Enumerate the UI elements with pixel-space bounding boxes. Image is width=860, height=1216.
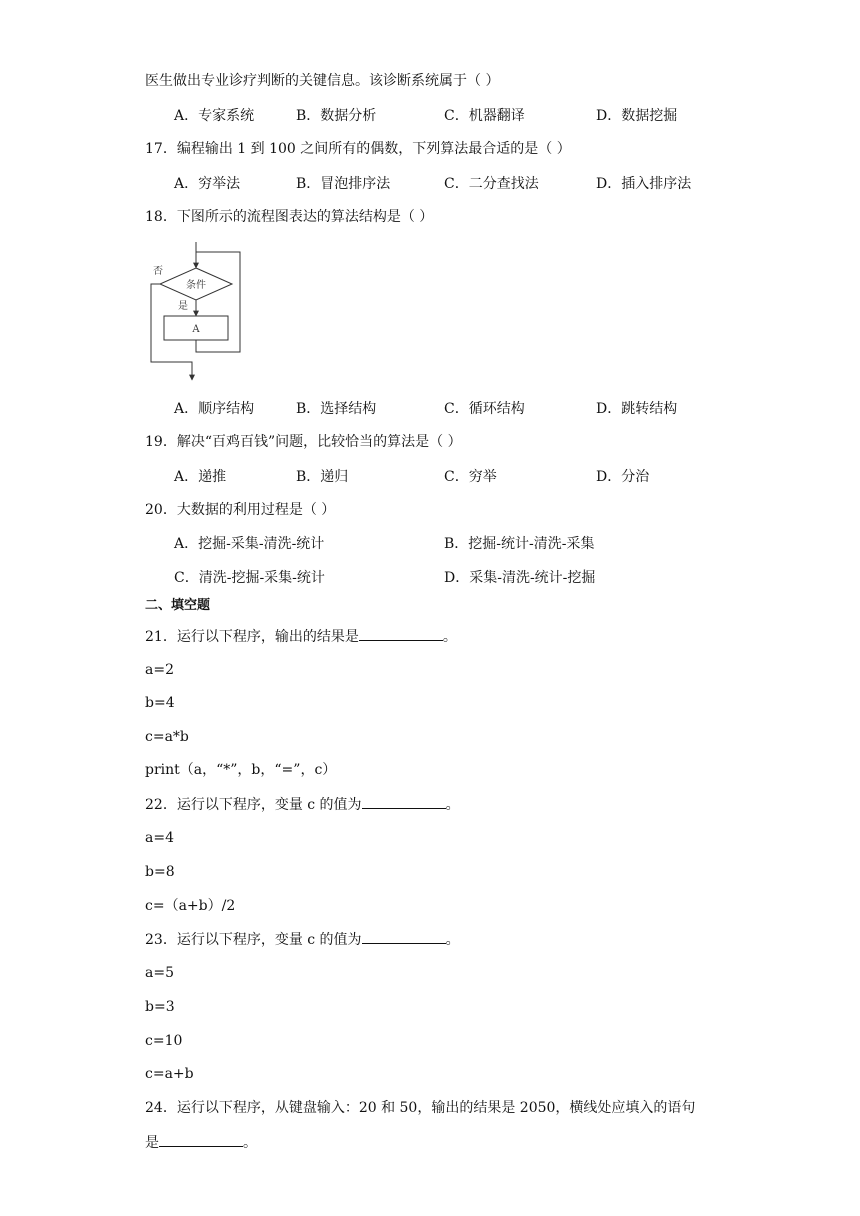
q22-stem [145,794,460,815]
q23-stem [145,929,460,950]
q24-stem-line-1: 24．运行以下程序，从键盘输入：20 和 50，输出的结果是 2050，横线处应填入的语句 [145,1100,696,1116]
q16-option-b[interactable]: B．数据分析 [296,108,377,124]
q23-stem-text: 23．运行以下程序，变量 c 的值为 [145,932,362,948]
q20-option-d[interactable]: D．采集-清洗-统计-挖掘 [444,570,596,586]
q20-stem: 20．大数据的利用过程是（ ） [145,502,336,518]
q23-answer-blank[interactable] [362,929,446,944]
q16-option-a[interactable]: A．专家系统 [174,108,255,124]
q19-option-a[interactable]: A．递推 [174,469,227,485]
process-box-label: A [192,324,200,335]
q24-stem-text: 是 [145,1135,159,1151]
q23-stem-end: 。 [445,932,460,948]
q21-code-line-2: b=4 [145,695,175,711]
q24-stem-end: 。 [243,1135,257,1151]
q22-stem-end: 。 [445,797,460,813]
q23-code-line-3: c=10 [145,1033,183,1049]
q17-option-a[interactable]: A．穷举法 [174,176,241,192]
q18-option-b[interactable]: B．选择结构 [296,401,377,417]
q16-option-c[interactable]: C．机器翻译 [444,108,525,124]
q17-option-b[interactable]: B．冒泡排序法 [296,176,391,192]
q17-option-c[interactable]: C．二分查找法 [444,176,539,192]
q21-code-line-1: a=2 [145,662,174,678]
q18-option-d[interactable]: D．跳转结构 [596,401,678,417]
q24-answer-blank[interactable] [159,1132,243,1147]
q22-code-line-2: b=8 [145,864,175,880]
q23-code-line-4: c=a+b [145,1066,194,1082]
q21-stem-end: 。 [442,629,457,645]
q19-option-c[interactable]: C．穷举 [444,469,497,485]
q22-answer-blank[interactable] [362,794,446,809]
q18-option-c[interactable]: C．循环结构 [444,401,525,417]
q20-option-b[interactable]: B．挖掘-统计-清洗-采集 [444,536,595,552]
q20-option-a[interactable]: A．挖掘-采集-清洗-统计 [174,536,325,552]
q21-stem-text: 21．运行以下程序，输出的结果是 [145,629,359,645]
q16-option-d[interactable]: D．数据挖掘 [596,108,678,124]
q23-code-line-2: b=3 [145,999,175,1015]
q22-code-line-3: c=（a+b）/2 [145,898,236,914]
q19-stem: 19．解决“百鸡百钱”问题，比较恰当的算法是（ ） [145,434,462,450]
yes-label: 是 [178,301,188,312]
q16-stem-tail: 医生做出专业诊疗判断的关键信息。该诊断系统属于（ ） [145,73,500,89]
q22-code-line-1: a=4 [145,830,174,846]
condition-label: 条件 [186,280,206,291]
q21-stem [145,626,457,647]
q21-code-line-4: print（a，“*”，b，“=”，c） [145,762,337,778]
q23-code-line-1: a=5 [145,965,174,981]
q21-code-line-3: c=a*b [145,729,189,745]
q19-option-d[interactable]: D．分治 [596,469,650,485]
q17-option-d[interactable]: D．插入排序法 [596,176,692,192]
q22-stem-text: 22．运行以下程序，变量 c 的值为 [145,797,362,813]
q24-stem-line-2 [145,1132,257,1153]
loop-flowchart [148,240,248,382]
q18-stem: 18．下图所示的流程图表达的算法结构是（ ） [145,209,434,225]
q17-stem: 17．编程输出 1 到 100 之间所有的偶数，下列算法最合适的是（ ） [145,141,571,157]
section-title-fill-in: 二、填空题 [145,598,211,613]
q19-option-b[interactable]: B．递归 [296,469,349,485]
q21-answer-blank[interactable] [359,626,443,641]
q20-option-c[interactable]: C．清洗-挖掘-采集-统计 [174,570,325,586]
q18-option-a[interactable]: A．顺序结构 [174,401,255,417]
no-label: 否 [153,266,163,277]
